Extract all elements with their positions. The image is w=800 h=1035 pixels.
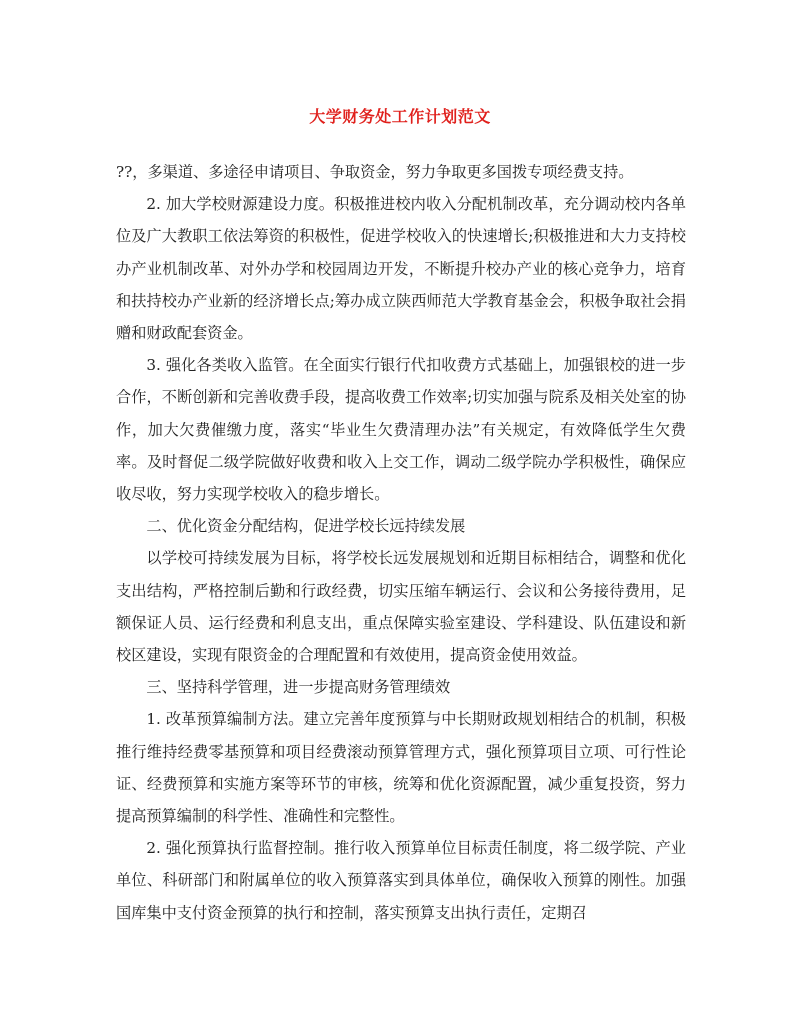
paragraph-income-supervision: 3. 强化各类收入监管。在全面实行银行代扣收费方式基础上，加强银校的进一步合作，不断创新和完善收费手段，提高收费工作效率;切实加强与院系及相关处室的协作，加大欠费催缴力度，落实“毕业生欠费清理办法”有关规定，有效降低学生欠费率。及时督促二级学院做好收费和收入上交工作，调动二级学院办学积极性，确保应收尽收，努力实现学校收入的稳步增长。 (116, 356, 686, 504)
paragraph-funding-continuation: ??，多渠道、多途径申请项目、争取资金，努力争取更多国拨专项经费支持。 (116, 163, 634, 181)
paragraph-allocation: 以学校可持续发展为目标，将学校长远发展规划和近期目标相结合，调整和优化支出结构，严格控制后勤和行政经费，切实压缩车辆运行、会议和公务接待费用，足额保证人员、运行经费和利息支出，重点保障实验室建设、学科建设、队伍建设和新校区建设，实现有限资金的合理配置和有效使用，提高资金使用效益。 (116, 549, 686, 665)
section-heading-allocation: 二、优化资金分配结构，促进学校长远持续发展 (146, 517, 466, 536)
document-title: 大学财务处工作计划范文 (309, 107, 491, 126)
document-body (116, 156, 686, 929)
section-heading-management: 三、坚持科学管理，进一步提高财务管理绩效 (146, 678, 451, 697)
paragraph-budget-method: 1. 改革预算编制方法。建立完善年度预算与中长期财政规划相结合的机制，积极推行维持经费零基预算和项目经费滚动预算管理方式，强化预算项目立项、可行性论证、经费预算和实施方案等环节的审核，统筹和优化资源配置，减少重复投资，努力提高预算编制的科学性、准确性和完整性。 (116, 710, 686, 826)
paragraph-revenue-building: 2. 加大学校财源建设力度。积极推进校内收入分配机制改革，充分调动校内各单位及广大教职工依法筹资的积极性，促进学校收入的快速增长;积极推进和大力支持校办产业机制改革、对外办学和校园周边开发，不断提升校办产业的核心竞争力，培育和扶持校办产业新的经济增长点;筹办成立陕西师范大学教育基金会，积极争取社会捐赠和财政配套资金。 (116, 195, 686, 343)
paragraph-budget-control: 2. 强化预算执行监督控制。推行收入预算单位目标责任制度，将二级学院、产业单位、科研部门和附属单位的收入预算落实到具体单位，确保收入预算的刚性。加强国库集中支付资金预算的执行和控制，落实预算支出执行责任，定期召 (116, 839, 686, 922)
